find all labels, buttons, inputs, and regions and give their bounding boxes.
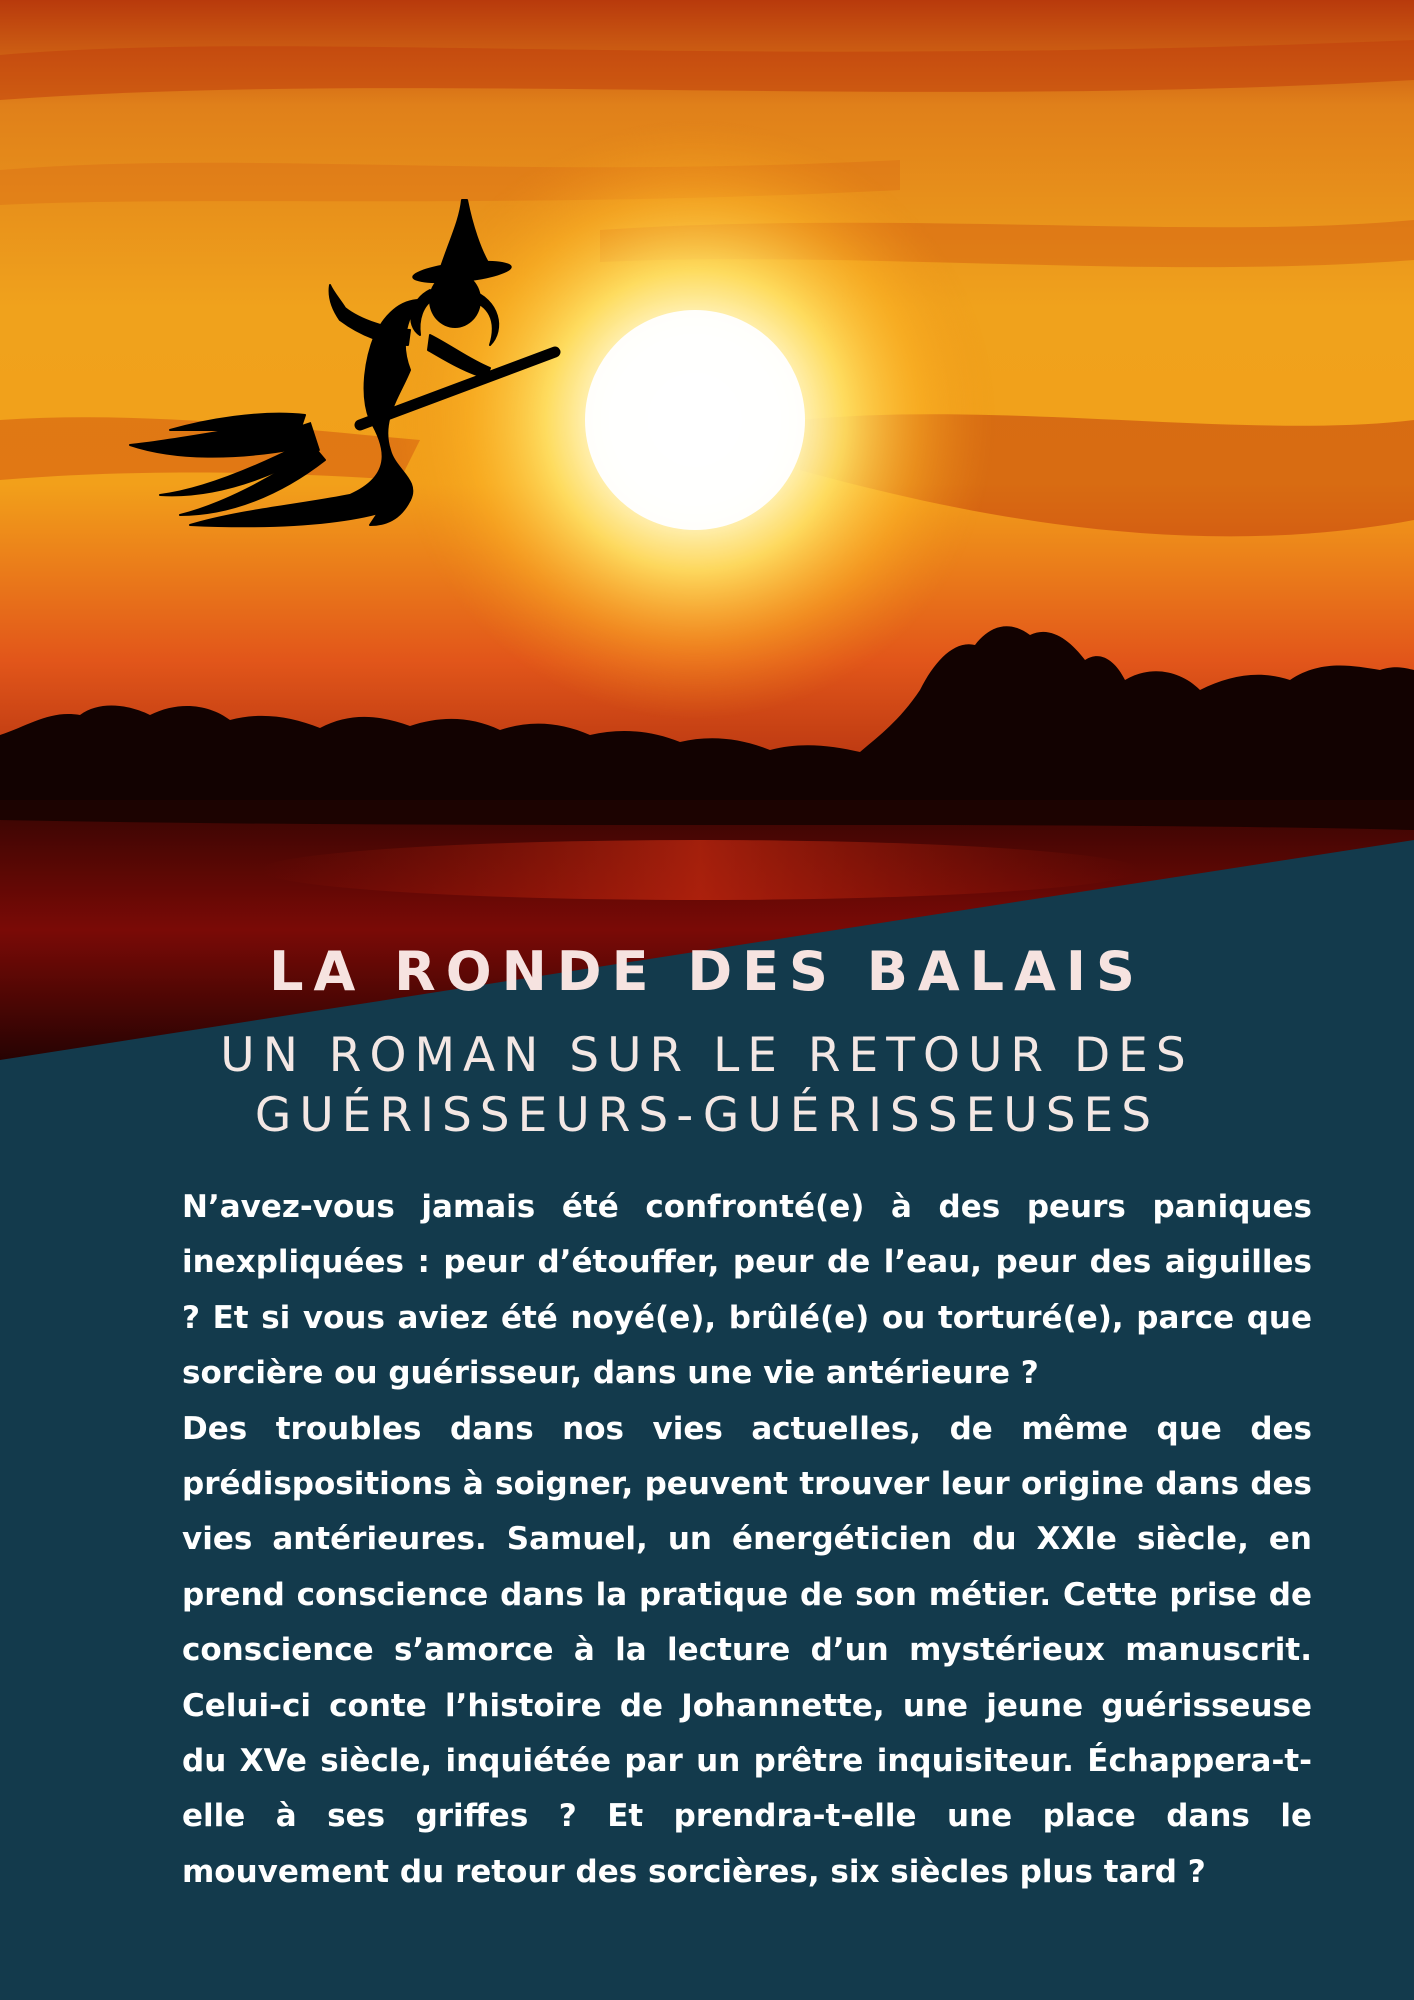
subtitle-line-2: GUÉRISSEURS-GUÉRISSEUSES [254,1088,1160,1143]
subtitle-line-1: UN ROMAN SUR LE RETOUR DES [220,1028,1194,1083]
blurb-paragraph-1: N’avez-vous jamais été confronté(e) à des peurs paniques inexpliquées : peur d’étouffer, peur de l’eau, peur des aiguilles ? Et si vous aviez été noyé(e), brûlé(e) ou torturé(e), parce que sorcière ou guérisseur, dans une vie antérieure ? [182,1189,1312,1392]
book-subtitle [0,1026,1414,1146]
book-title: LA RONDE DES BALAIS [269,940,1145,1003]
book-blurb [182,1180,1312,1900]
blurb-paragraph-2: Des troubles dans nos vies actuelles, de même que des prédispositions à soigner, peuvent trouver leur origine dans des vies antérieures. Samuel, un énergéticien du XXIe siècle, en prend conscience dans la pratique de son métier. Cette prise de conscience s’amorce à la lecture d’un mystérieux manuscrit. Celui-ci conte l’histoire de Johannette, une jeune guérisseuse du XVe siècle, inquiétée par un prêtre inquisiteur. Échappera-t-elle à ses griffes ? Et prendra-t-elle une place dans le mouvement du retour des sorcières, six siècles plus tard ? [182,1410,1312,1890]
